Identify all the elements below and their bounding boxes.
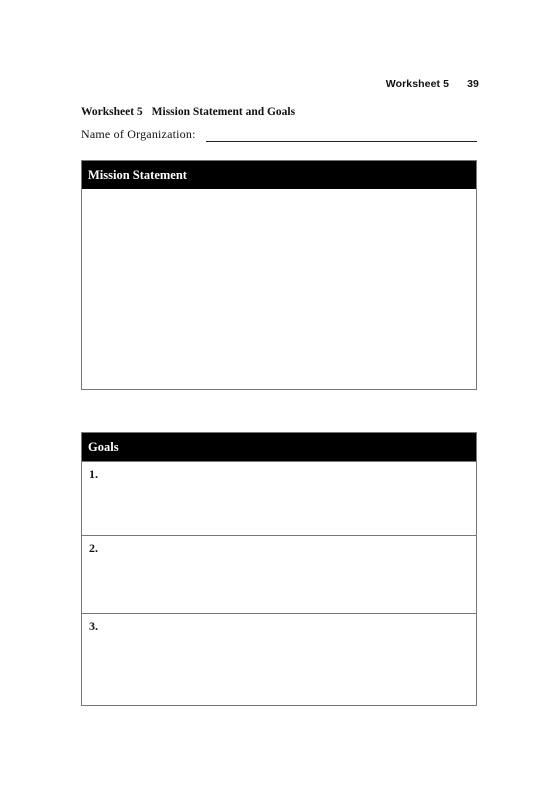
goal-number-3: 3.	[89, 619, 98, 633]
goals-header: Goals	[82, 433, 476, 461]
running-header	[386, 78, 479, 90]
goals-box	[81, 432, 477, 706]
worksheet-title-text: Mission Statement and Goals	[151, 106, 296, 118]
goal-row-2[interactable]	[82, 535, 476, 613]
goal-number-2: 2.	[89, 541, 98, 555]
page-number: 39	[467, 78, 479, 90]
mission-statement-header: Mission Statement	[82, 161, 476, 189]
mission-statement-area[interactable]	[82, 189, 476, 389]
goal-row-1[interactable]	[82, 461, 476, 535]
running-header-label: Worksheet 5	[385, 78, 450, 90]
organization-name-field[interactable]	[206, 129, 477, 142]
organization-name-label: Name of Organization:	[81, 127, 196, 141]
worksheet-title	[81, 106, 295, 118]
mission-statement-box	[81, 160, 477, 390]
organization-name-row	[81, 126, 477, 142]
goal-row-3[interactable]	[82, 613, 476, 705]
goal-number-1: 1.	[89, 467, 98, 481]
worksheet-number-label: Worksheet 5	[81, 106, 143, 118]
